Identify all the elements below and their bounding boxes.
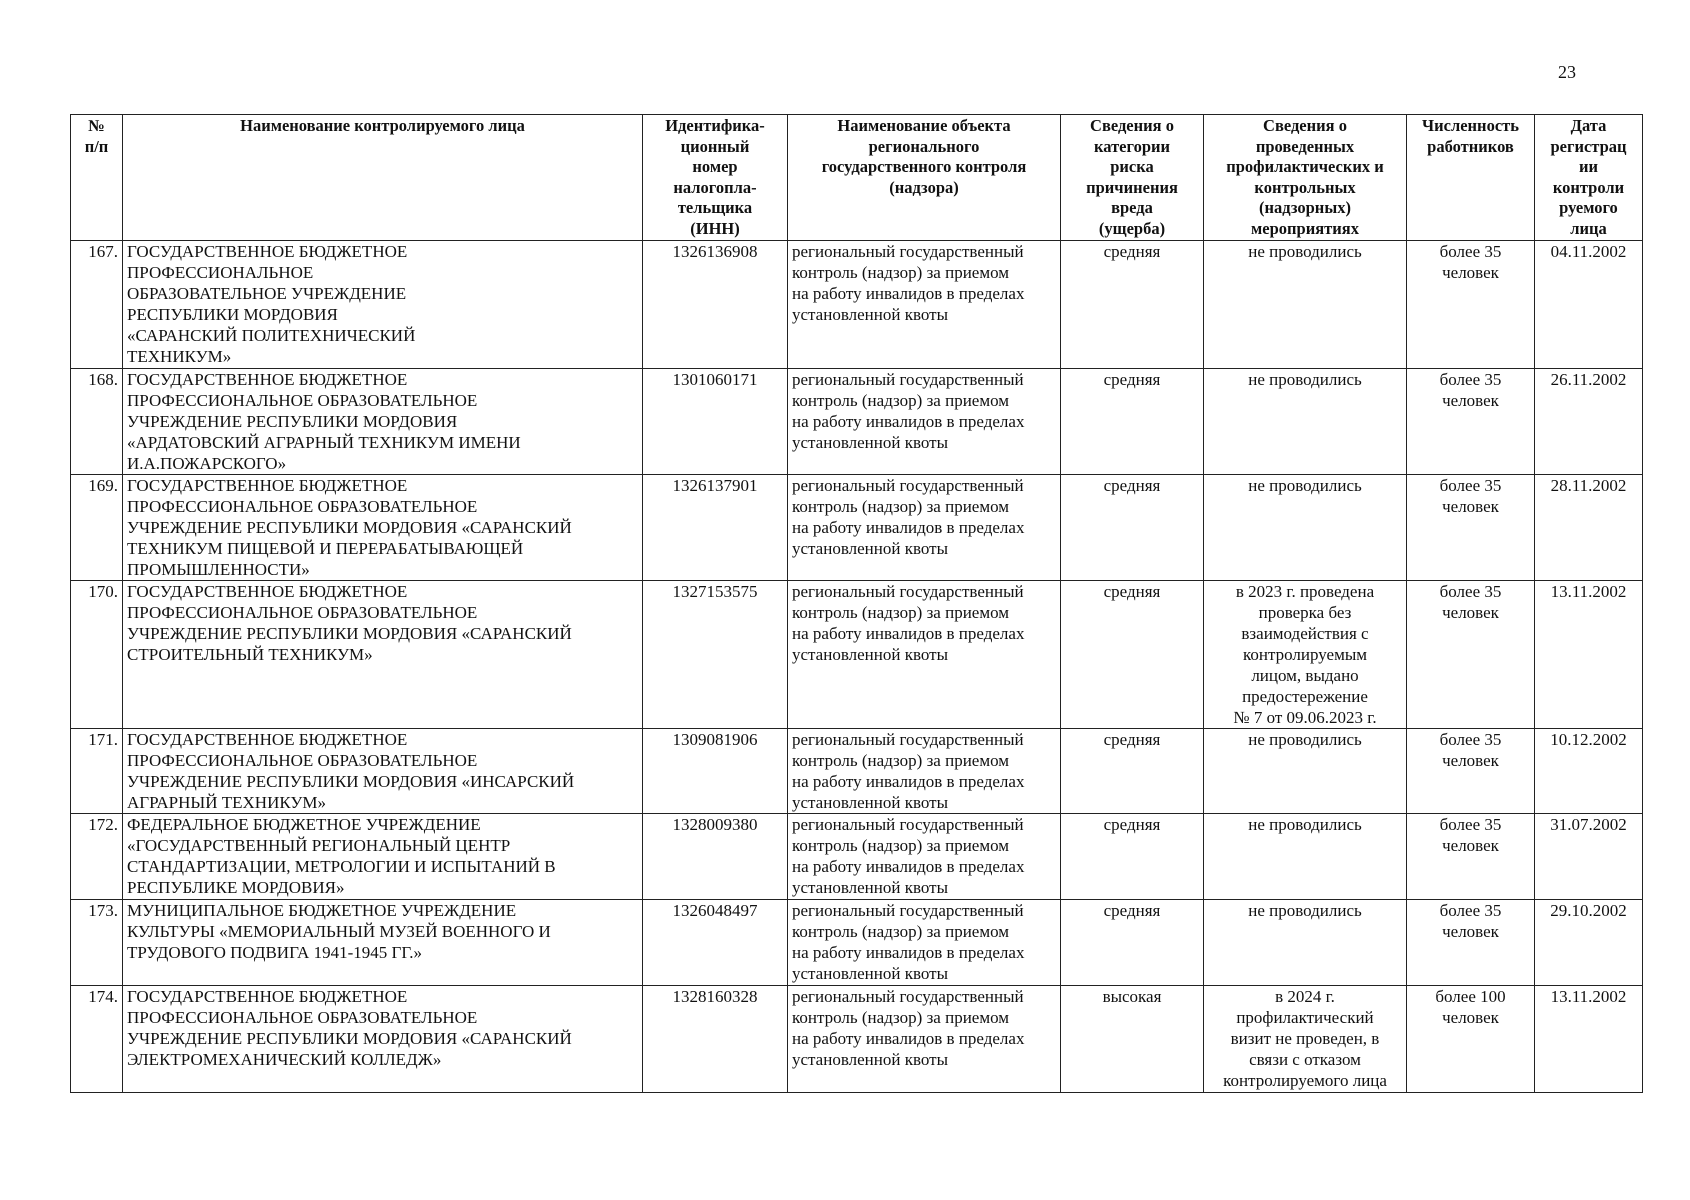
risk-category: средняя	[1061, 728, 1204, 813]
control-object: региональный государственный контроль (надзор) за приемом на работу инвалидов в пределах установленной квоты	[788, 240, 1061, 368]
control-object: региональный государственный контроль (надзор) за приемом на работу инвалидов в пределах установленной квоты	[788, 899, 1061, 985]
registration-date: 13.11.2002	[1535, 580, 1643, 728]
header-risk: Сведения о категории риска причинения вреда (ущерба)	[1061, 115, 1204, 241]
inn-value: 1309081906	[643, 728, 788, 813]
registry-table	[70, 114, 1643, 1093]
risk-category: средняя	[1061, 368, 1204, 474]
header-object: Наименование объекта регионального государственного контроля (надзора)	[788, 115, 1061, 241]
page-number: 23	[1558, 62, 1576, 82]
staff-count: более 35 человек	[1407, 474, 1535, 580]
staff-count: более 35 человек	[1407, 368, 1535, 474]
registration-date: 28.11.2002	[1535, 474, 1643, 580]
table-row	[71, 985, 1643, 1092]
control-events: в 2023 г. проведена проверка без взаимодействия с контролируемым лицом, выдано предостережение № 7 от 09.06.2023 г.	[1204, 580, 1407, 728]
staff-count: более 100 человек	[1407, 985, 1535, 1092]
entity-name: ГОСУДАРСТВЕННОЕ БЮДЖЕТНОЕ ПРОФЕССИОНАЛЬНОЕ ОБРАЗОВАТЕЛЬНОЕ УЧРЕЖДЕНИЕ РЕСПУБЛИКИ МОРДОВИЯ «АРДАТОВСКИЙ АГРАРНЫЙ ТЕХНИКУМ ИМЕНИ И.А.ПОЖАРСКОГО»	[123, 368, 643, 474]
inn-value: 1327153575	[643, 580, 788, 728]
risk-category: средняя	[1061, 899, 1204, 985]
risk-category: средняя	[1061, 474, 1204, 580]
header-number: № п/п	[71, 115, 123, 241]
row-number: 172.	[71, 813, 123, 899]
registration-date: 10.12.2002	[1535, 728, 1643, 813]
staff-count: более 35 человек	[1407, 728, 1535, 813]
control-events: не проводились	[1204, 368, 1407, 474]
entity-name: МУНИЦИПАЛЬНОЕ БЮДЖЕТНОЕ УЧРЕЖДЕНИЕ КУЛЬТУРЫ «МЕМОРИАЛЬНЫЙ МУЗЕЙ ВОЕННОГО И ТРУДОВОГО ПОДВИГА 1941-1945 ГГ.»	[123, 899, 643, 985]
entity-name: ГОСУДАРСТВЕННОЕ БЮДЖЕТНОЕ ПРОФЕССИОНАЛЬНОЕ ОБРАЗОВАТЕЛЬНОЕ УЧРЕЖДЕНИЕ РЕСПУБЛИКИ МОРДОВИЯ «САРАНСКИЙ ЭЛЕКТРОМЕХАНИЧЕСКИЙ КОЛЛЕДЖ»	[123, 985, 643, 1092]
table-row	[71, 728, 1643, 813]
table-row	[71, 474, 1643, 580]
staff-count: более 35 человек	[1407, 813, 1535, 899]
control-events: не проводились	[1204, 813, 1407, 899]
control-events: не проводились	[1204, 240, 1407, 368]
table-row	[71, 580, 1643, 728]
registration-date: 31.07.2002	[1535, 813, 1643, 899]
row-number: 173.	[71, 899, 123, 985]
table-header-row	[71, 115, 1643, 241]
control-object: региональный государственный контроль (надзор) за приемом на работу инвалидов в пределах установленной квоты	[788, 580, 1061, 728]
control-events: не проводились	[1204, 899, 1407, 985]
registration-date: 13.11.2002	[1535, 985, 1643, 1092]
table-row	[71, 813, 1643, 899]
registration-date: 29.10.2002	[1535, 899, 1643, 985]
row-number: 171.	[71, 728, 123, 813]
risk-category: средняя	[1061, 813, 1204, 899]
staff-count: более 35 человек	[1407, 580, 1535, 728]
table-row	[71, 240, 1643, 368]
row-number: 168.	[71, 368, 123, 474]
row-number: 167.	[71, 240, 123, 368]
row-number: 169.	[71, 474, 123, 580]
registration-date: 04.11.2002	[1535, 240, 1643, 368]
risk-category: средняя	[1061, 240, 1204, 368]
inn-value: 1326048497	[643, 899, 788, 985]
header-inn: Идентифика- ционный номер налогопла- тельщика (ИНН)	[643, 115, 788, 241]
risk-category: средняя	[1061, 580, 1204, 728]
entity-name: ГОСУДАРСТВЕННОЕ БЮДЖЕТНОЕ ПРОФЕССИОНАЛЬНОЕ ОБРАЗОВАТЕЛЬНОЕ УЧРЕЖДЕНИЕ РЕСПУБЛИКИ МОРДОВИЯ «САРАНСКИЙ ПОЛИТЕХНИЧЕСКИЙ ТЕХНИКУМ»	[123, 240, 643, 368]
staff-count: более 35 человек	[1407, 240, 1535, 368]
entity-name: ГОСУДАРСТВЕННОЕ БЮДЖЕТНОЕ ПРОФЕССИОНАЛЬНОЕ ОБРАЗОВАТЕЛЬНОЕ УЧРЕЖДЕНИЕ РЕСПУБЛИКИ МОРДОВИЯ «САРАНСКИЙ ТЕХНИКУМ ПИЩЕВОЙ И ПЕРЕРАБАТЫВАЮЩЕЙ ПРОМЫШЛЕННОСТИ»	[123, 474, 643, 580]
control-object: региональный государственный контроль (надзор) за приемом на работу инвалидов в пределах установленной квоты	[788, 813, 1061, 899]
risk-category: высокая	[1061, 985, 1204, 1092]
control-object: региональный государственный контроль (надзор) за приемом на работу инвалидов в пределах установленной квоты	[788, 985, 1061, 1092]
inn-value: 1326137901	[643, 474, 788, 580]
inn-value: 1328009380	[643, 813, 788, 899]
control-events: не проводились	[1204, 728, 1407, 813]
row-number: 174.	[71, 985, 123, 1092]
registration-date: 26.11.2002	[1535, 368, 1643, 474]
table-row	[71, 899, 1643, 985]
staff-count: более 35 человек	[1407, 899, 1535, 985]
inn-value: 1328160328	[643, 985, 788, 1092]
header-date: Дата регистрац ии контроли руемого лица	[1535, 115, 1643, 241]
inn-value: 1326136908	[643, 240, 788, 368]
control-events: в 2024 г. профилактический визит не проведен, в связи с отказом контролируемого лица	[1204, 985, 1407, 1092]
header-staff: Численность работников	[1407, 115, 1535, 241]
entity-name: ГОСУДАРСТВЕННОЕ БЮДЖЕТНОЕ ПРОФЕССИОНАЛЬНОЕ ОБРАЗОВАТЕЛЬНОЕ УЧРЕЖДЕНИЕ РЕСПУБЛИКИ МОРДОВИЯ «ИНСАРСКИЙ АГРАРНЫЙ ТЕХНИКУМ»	[123, 728, 643, 813]
inn-value: 1301060171	[643, 368, 788, 474]
header-events: Сведения о проведенных профилактических и контрольных (надзорных) мероприятиях	[1204, 115, 1407, 241]
control-object: региональный государственный контроль (надзор) за приемом на работу инвалидов в пределах установленной квоты	[788, 474, 1061, 580]
control-object: региональный государственный контроль (надзор) за приемом на работу инвалидов в пределах установленной квоты	[788, 368, 1061, 474]
header-name: Наименование контролируемого лица	[123, 115, 643, 241]
control-object: региональный государственный контроль (надзор) за приемом на работу инвалидов в пределах установленной квоты	[788, 728, 1061, 813]
table-row	[71, 368, 1643, 474]
entity-name: ГОСУДАРСТВЕННОЕ БЮДЖЕТНОЕ ПРОФЕССИОНАЛЬНОЕ ОБРАЗОВАТЕЛЬНОЕ УЧРЕЖДЕНИЕ РЕСПУБЛИКИ МОРДОВИЯ «САРАНСКИЙ СТРОИТЕЛЬНЫЙ ТЕХНИКУМ»	[123, 580, 643, 728]
entity-name: ФЕДЕРАЛЬНОЕ БЮДЖЕТНОЕ УЧРЕЖДЕНИЕ «ГОСУДАРСТВЕННЫЙ РЕГИОНАЛЬНЫЙ ЦЕНТР СТАНДАРТИЗАЦИИ, МЕТРОЛОГИИ И ИСПЫТАНИЙ В РЕСПУБЛИКЕ МОРДОВИЯ»	[123, 813, 643, 899]
row-number: 170.	[71, 580, 123, 728]
control-events: не проводились	[1204, 474, 1407, 580]
